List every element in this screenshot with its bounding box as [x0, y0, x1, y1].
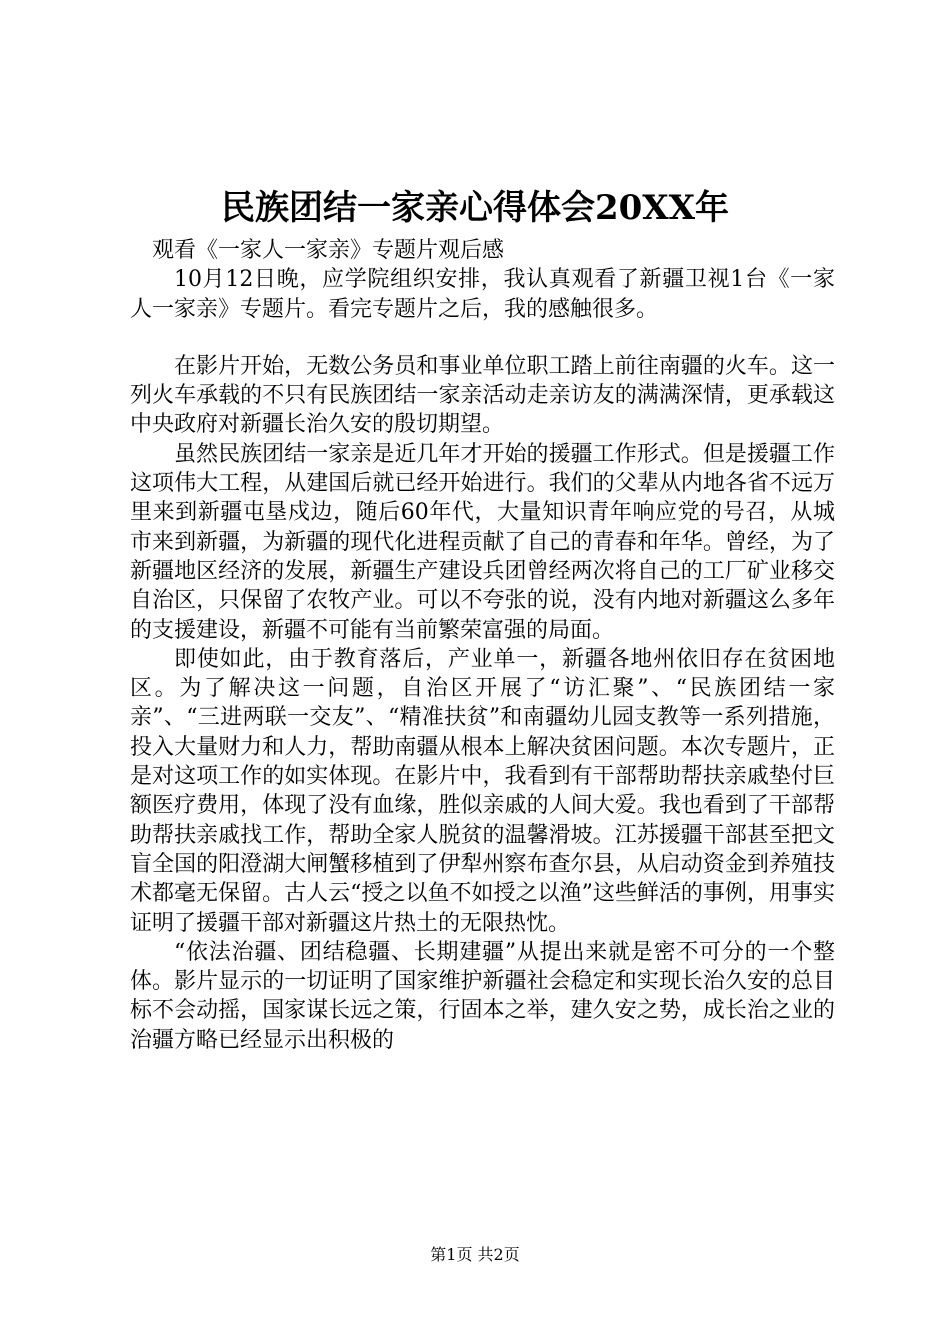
- document-title: 民族团结一家亲心得体会20XX年: [220, 188, 730, 228]
- document-subtitle: 观看《一家人一家亲》专题片观后感: [152, 238, 505, 263]
- paragraph-1: 10月12日晚，应学院组织安排，我认真观看了新疆卫视1台《一家人一家亲》专题片。看完专题片之后，我的感触很多。: [130, 267, 835, 322]
- document-body: [130, 236, 835, 1055]
- paragraph-2: 在影片开始，无数公务员和事业单位职工踏上前往南疆的火车。这一列火车承载的不只有民族团结一家亲活动走亲访友的满满深情，更承载这中央政府对新疆长治久安的殷切期望。: [130, 353, 835, 438]
- paragraph-3: 虽然民族团结一家亲是近几年才开始的援疆工作形式。但是援疆工作这项伟大工程，从建国后就已经开始进行。我们的父辈从内地各省不远万里来到新疆屯垦戍边，随后60年代，大量知识青年响应党的号召，从城市来到新疆，为新疆的现代化进程贡献了自己的青春和年华。曾经，为了新疆地区经济的发展，新疆生产建设兵团曾经两次将自己的工厂矿业移交自治区，只保留了农牧产业。可以不夸张的说，没有内地对新疆这么多年的支援建设，新疆不可能有当前繁荣富强的局面。: [130, 441, 835, 643]
- paragraph-5: “依法治疆、团结稳疆、长期建疆”从提出来就是密不可分的一个整体。影片显示的一切证明了国家维护新疆社会稳定和实现长治久安的总目标不会动摇，国家谋长远之策，行固本之举，建久安之势，成长治之业的治疆方略已经显示出积极的: [130, 939, 835, 1053]
- page-footer: 第1页 共2页: [430, 1245, 520, 1264]
- paragraph-4: 即使如此，由于教育落后，产业单一，新疆各地州依旧存在贫困地区。为了解决这一问题，自治区开展了“访汇聚”、“民族团结一家亲”、“三进两联一交友”、“精准扶贫”和南疆幼儿园支教等一系列措施，投入大量财力和人力，帮助南疆从根本上解决贫困问题。本次专题片，正是对这项工作的如实体现。在影片中，我看到有干部帮助帮扶亲戚垫付巨额医疗费用，体现了没有血缘，胜似亲戚的人间大爱。我也看到了干部帮助帮扶亲戚找工作，帮助全家人脱贫的温馨滑坡。江苏援疆干部甚至把文盲全国的阳澄湖大闸蟹移植到了伊犁州察布查尔县，从启动资金到养殖技术都毫无保留。古人云“授之以鱼不如授之以渔”这些鲜活的事例，用事实证明了援疆干部对新疆这片热土的无限热忱。: [130, 646, 835, 936]
